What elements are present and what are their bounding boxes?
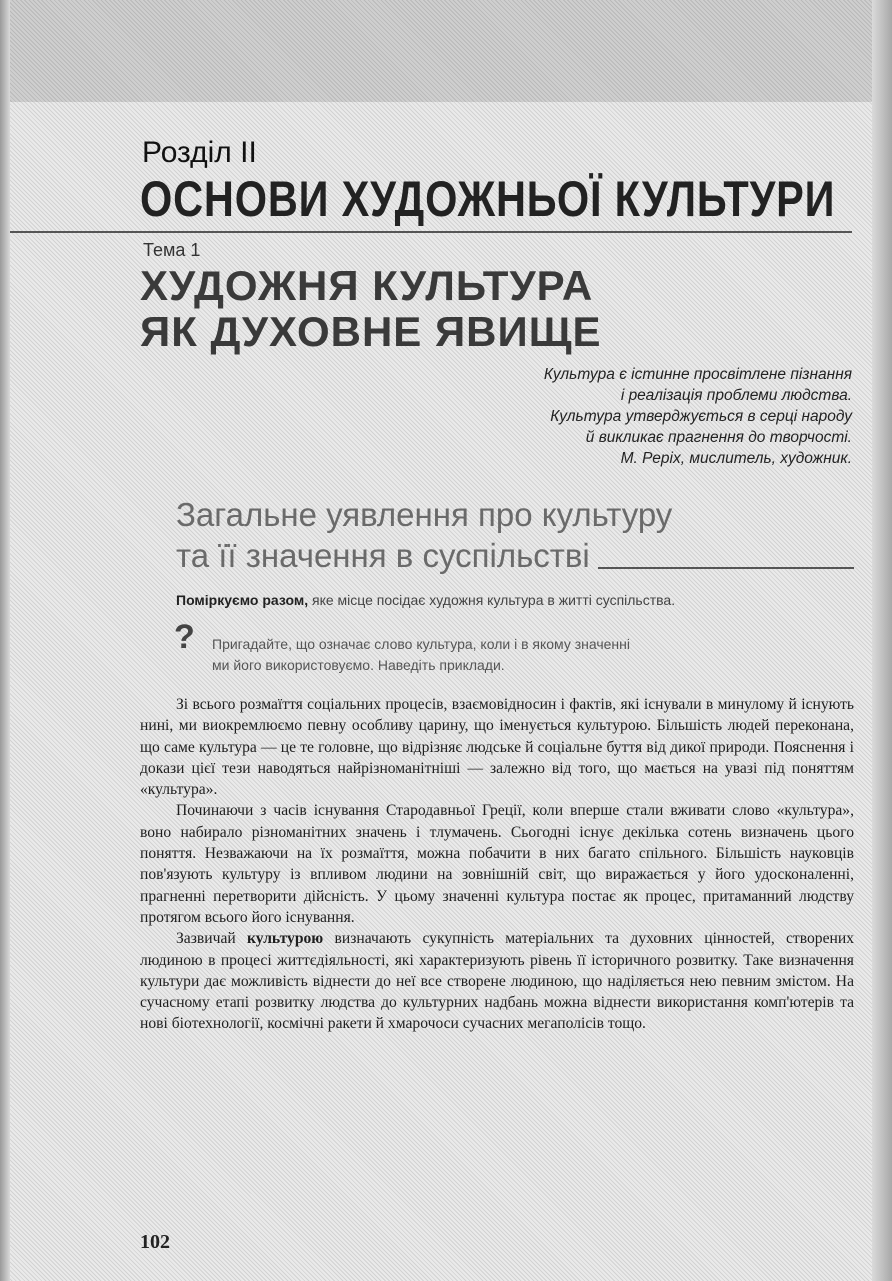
term-culture: культурою [247,930,324,948]
subsection-title-line: та її значення в суспільстві [176,537,590,574]
section-label: Розділ II [142,136,257,169]
paragraph: Починаючи з часів існування Стародавньої Греції, коли вперше стали вживати слово «культура», воно набирало різноманітних значень і тлумачень. Сьогодні існує декілька сотень визначень цього поняття. Незважаючи на їх розмаїття, можна побачити в них багато спільного. Більшість науковців пов'язують культуру із впливом людини на зовнішній світ, що виражається у його удосконаленні, прагненні перетворити дійсність. У цьому значенні культура постає як процес, притаманний людству протягом всього його існування. [140,802,854,926]
epigraph-line: Культура утверджується в серці народу [550,408,852,425]
topic-title [140,263,602,355]
page-right-edge [872,0,892,1281]
epigraph-line: й викликає прагнення до творчості. [585,429,852,446]
question-prompt [212,634,630,676]
think-together-prefix: Поміркуємо разом, [176,592,309,608]
page-left-edge [0,0,10,1281]
paragraph: Зі всього розмаїття соціальних процесів, взаємовідносин і фактів, які існували в минулому й існують нині, ми виокремлюємо певну особливу царину, що іменується культурою. Більшість людей переконана, що саме культура — це те головне, що відрізняє людське й соціальне буття від дикої природи. Пояснення і докази цієї тези наводяться найрізноманітніші — залежно від того, що мається на увазі під поняттям «культура». [140,696,854,799]
section-title: ОСНОВИ ХУДОЖНЬОЇ КУЛЬТУРИ [140,171,836,227]
topic-title-line: ХУДОЖНЯ КУЛЬТУРА [140,262,594,309]
think-together-text: яке місце посідає художня культура в житті суспільства. [308,592,676,608]
paragraph-text: Зазвичай [176,930,248,948]
question-line: Пригадайте, що означає слово культура, коли і в якому значенні [212,636,631,652]
page-top-band [0,0,892,102]
epigraph-author: М. Реріх, мислитель, художник. [620,450,852,467]
epigraph [432,364,852,469]
subsection-title-line: Загальне уявлення про культуру [176,496,673,533]
paragraph [140,928,854,1034]
title-rule [10,231,852,233]
paragraph-text: визначають сукупність матеріальних та духовних цінностей, створених людиною в процесі життєдіяльності, які характеризують рівень її історичного розвитку. Таке визначення культури дає можливість віднести до неї все створене людиною, що наділяється нею певним змістом. На сучасному етапі розвитку людства до культурних надбань можна віднести використання комп'ютерів та нові біотехнології, космічні ракети й хмарочоси сучасних мегаполісів тощо. [140,930,855,1033]
question-mark-icon: ? [174,618,195,656]
subsection-title [176,494,672,576]
epigraph-line: і реалізація проблеми людства. [620,387,852,404]
epigraph-line: Культура є істинне просвітлене пізнання [543,366,852,383]
body-text [140,694,854,1035]
page-number: 102 [140,1231,170,1253]
subsection-rule [598,567,854,569]
question-line: ми його використовуємо. Наведіть приклади. [212,657,505,673]
think-together [176,592,675,608]
topic-label: Тема 1 [143,240,201,260]
topic-title-line: ЯК ДУХОВНЕ ЯВИЩЕ [140,308,602,355]
